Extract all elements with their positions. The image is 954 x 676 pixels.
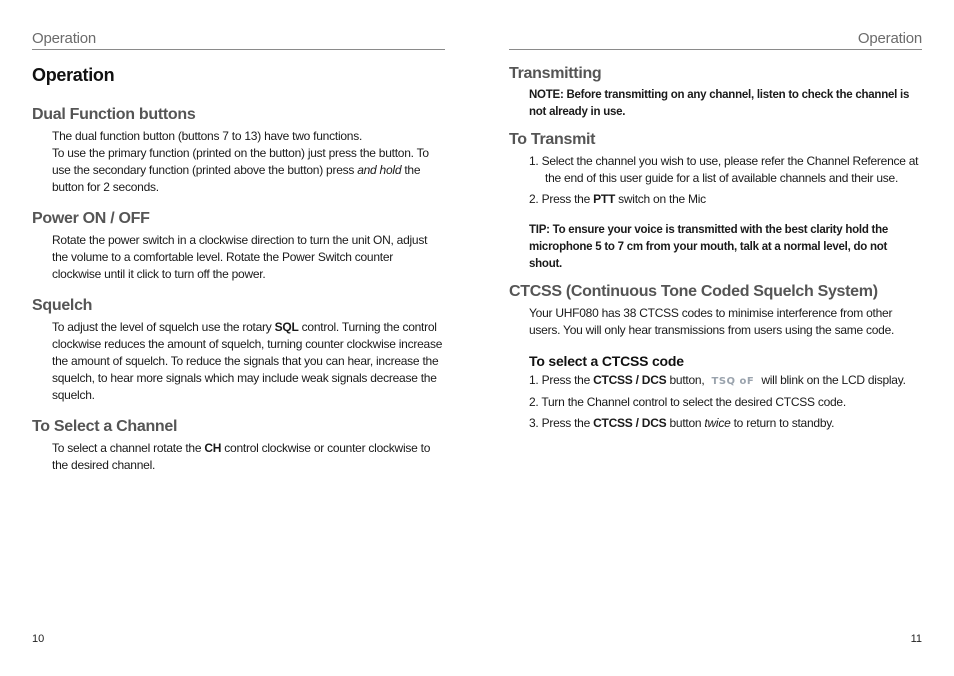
running-head: Operation — [32, 30, 97, 47]
ctcss-step-2: 2. Turn the Channel control to select the desired CTCSS code. — [529, 395, 846, 409]
sql-control-label: SQL — [274, 320, 299, 334]
ctcss-step3-mid: button — [666, 416, 705, 430]
channel-text-post: control clockwise or counter clockwise to the desired channel. — [52, 441, 431, 472]
dual-function-p2-end: the button for 2 seconds. — [52, 163, 421, 194]
ctcss-step1-mid: button, — [666, 373, 708, 387]
page-number: 10 — [32, 633, 45, 645]
right-content — [509, 63, 922, 446]
transmit-steps — [529, 153, 922, 208]
ctcss-step-1 — [529, 372, 922, 390]
step2-pre: 2. Press the — [529, 192, 594, 206]
transmitting-heading: Transmitting — [509, 65, 602, 82]
select-channel-heading: To Select a Channel — [32, 418, 178, 435]
lcd-tsq-indicator: TSQ oF — [711, 376, 755, 387]
power-heading: Power ON / OFF — [32, 210, 150, 227]
dual-function-heading: Dual Function buttons — [32, 106, 196, 123]
dual-function-p1: The dual function button (buttons 7 to 13) have two functions. — [52, 129, 363, 143]
transmit-step-2 — [529, 191, 922, 208]
select-channel-text — [52, 440, 445, 474]
transmit-note: NOTE: Before transmitting on any channel, listen to check the channel is not already in use. — [529, 89, 910, 118]
power-text: Rotate the power switch in a clockwise direction to turn the unit ON, adjust the volume to a comfortable level. Rotate the Power Switch counter clockwise until it click to turn off the power. — [52, 233, 428, 281]
twice-emphasis: twice — [704, 416, 731, 430]
ctcss-dcs-label: CTCSS / DCS — [593, 373, 667, 387]
header-rule — [32, 49, 445, 50]
ctcss-step3-pre: 3. Press the — [529, 416, 594, 430]
dual-function-emphasis: and hold — [357, 163, 402, 177]
ctcss-step3-post: to return to standby. — [730, 416, 835, 430]
step2-post: switch on the Mic — [615, 192, 706, 206]
ptt-label: PTT — [593, 192, 616, 206]
ctcss-heading: CTCSS (Continuous Tone Coded Squelch System) — [509, 283, 878, 300]
header-rule — [509, 49, 922, 50]
ctcss-step1-pre: 1. Press the — [529, 373, 594, 387]
dual-function-text — [52, 128, 445, 196]
ctcss-step1-post: will blink on the LCD display. — [758, 373, 906, 387]
left-content — [32, 63, 445, 488]
ch-control-label: CH — [204, 441, 222, 455]
to-transmit-heading: To Transmit — [509, 131, 596, 148]
channel-text-pre: To select a channel rotate the — [52, 441, 205, 455]
select-ctcss-heading: To select a CTCSS code — [529, 353, 684, 369]
transmit-step-1: 1. Select the channel you wish to use, please refer the Channel Reference at the end of this user guide for a list of available channels and their use. — [529, 154, 919, 185]
squelch-heading: Squelch — [32, 297, 93, 314]
squelch-text-pre: To adjust the level of squelch use the rotary — [52, 320, 275, 334]
right-page — [477, 0, 954, 676]
page-title: Operation — [32, 65, 115, 85]
squelch-text — [52, 319, 445, 404]
ctcss-dcs-label: CTCSS / DCS — [593, 416, 667, 430]
ctcss-step-3 — [529, 415, 922, 432]
squelch-text-post: control. Turning the control clockwise reduces the amount of squelch, turning counter clockwise increase the amount of squelch. To reduce the signals that you can hear, increase the squelch, to hear more signals which may include weak signals decrease the squelch. — [52, 320, 443, 402]
page-number: 11 — [910, 633, 922, 645]
ctcss-text: Your UHF080 has 38 CTCSS codes to minimise interference from other users. You will only hear transmissions from users using the same code. — [529, 306, 895, 337]
transmit-tip: TIP: To ensure your voice is transmitted with the best clarity hold the microphone 5 to 7 cm from your mouth, talk at a normal level, do not shout. — [529, 224, 889, 270]
dual-function-p2: To use the primary function (printed on the button) just press the button. To use the secondary function (printed above the button) press — [52, 146, 429, 177]
ctcss-steps — [529, 372, 922, 432]
running-head: Operation — [857, 30, 922, 47]
